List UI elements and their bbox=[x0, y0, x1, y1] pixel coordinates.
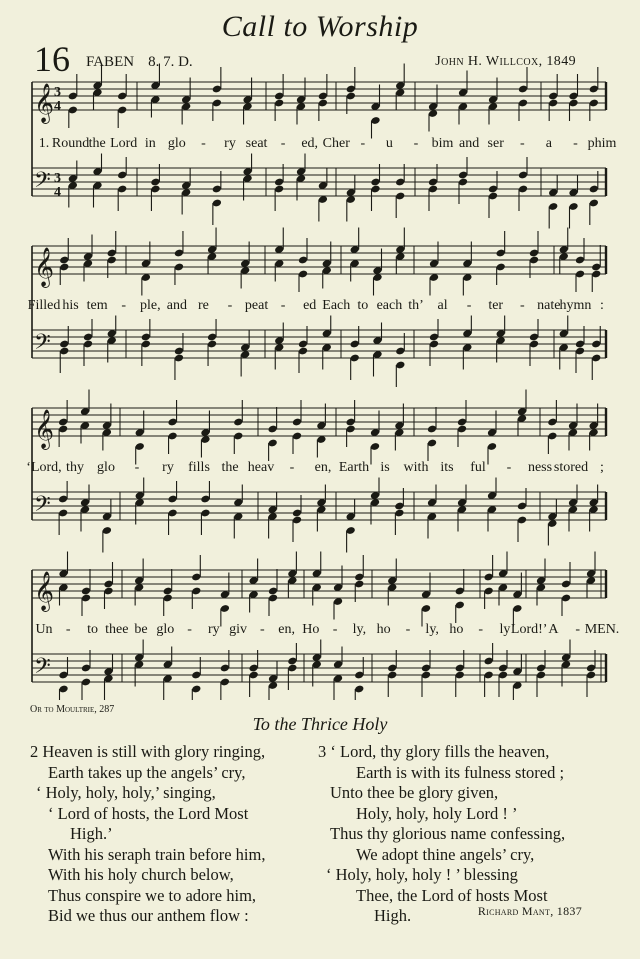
lyric-syllable: - bbox=[289, 460, 295, 475]
lyric-syllable: nate bbox=[537, 298, 561, 313]
lyric-syllable: ser bbox=[487, 136, 504, 151]
lyric-syllable: ho bbox=[449, 622, 464, 637]
lyric-syllable: - bbox=[332, 622, 338, 637]
lyric-syllable: a bbox=[545, 136, 552, 151]
lyric-syllable: Each bbox=[322, 298, 351, 313]
lyric-syllable: ness bbox=[527, 460, 553, 475]
lyric-syllable: ho bbox=[376, 622, 391, 637]
lyric-syllable: - bbox=[575, 622, 581, 637]
lyric-syllable: - bbox=[201, 136, 206, 151]
lyric-syllable: ry bbox=[224, 136, 236, 151]
treble-clef-icon: 𝄞 bbox=[34, 571, 55, 611]
lyric-syllable: to bbox=[357, 298, 369, 313]
stanza-line: 2 Heaven is still with glory ringing, bbox=[30, 742, 266, 761]
stanza-line: Holy, holy, holy Lord ! ’ bbox=[356, 803, 518, 823]
stanza-line: High. bbox=[374, 906, 412, 925]
lyric-syllable: - bbox=[187, 622, 192, 637]
lyric-syllable: glo bbox=[167, 136, 186, 151]
stanza-line: Unto thee be glory given, bbox=[330, 783, 499, 802]
composer: John H. Willcox, 1849 bbox=[435, 54, 576, 69]
lyric-syllable: his bbox=[62, 298, 79, 313]
lyric-syllable: phim bbox=[587, 136, 617, 151]
lyric-syllable: ed, bbox=[301, 136, 319, 151]
lyric-syllable: and bbox=[459, 136, 480, 151]
lyric-syllable: Round bbox=[51, 136, 90, 151]
bass-clef-icon: 𝄢 bbox=[34, 654, 51, 684]
meter: 8. 7. D. bbox=[148, 54, 193, 70]
lyric-syllable: th’ bbox=[408, 298, 424, 313]
lyric-syllable: glo bbox=[156, 622, 175, 637]
lyric-syllable: ful bbox=[470, 460, 486, 475]
lyric-syllable: stored bbox=[553, 460, 589, 475]
stanza-line: ‘ Holy, holy, holy,’ singing, bbox=[36, 783, 216, 802]
lyric-syllable: u bbox=[385, 136, 393, 151]
lyric-syllable: ly, bbox=[352, 622, 367, 637]
section-title: To the Thrice Holy bbox=[252, 714, 388, 734]
alternate-tune-note: Or to Moultrie, 287 bbox=[30, 704, 115, 715]
lyric-syllable: - bbox=[478, 622, 484, 637]
time-signature: 4 bbox=[54, 99, 61, 114]
lyric-syllable: ly bbox=[499, 622, 511, 637]
lyric-syllable: fills bbox=[188, 460, 210, 475]
page-title: Call to Worship bbox=[221, 10, 419, 43]
lyric-syllable: be bbox=[134, 622, 148, 637]
stanza-3 bbox=[318, 742, 565, 927]
lyric-syllable: - bbox=[121, 298, 127, 313]
lyric-syllable: - bbox=[413, 136, 419, 151]
lyric-syllable: seat bbox=[245, 136, 268, 151]
tune-name: FABEN bbox=[86, 54, 135, 70]
lyric-syllable: - bbox=[519, 298, 525, 313]
stanza-line: ‘ Lord of hosts, the Lord Most bbox=[48, 803, 249, 823]
treble-clef-icon: 𝄞 bbox=[34, 83, 55, 123]
stanza-line: With his holy church below, bbox=[48, 865, 234, 884]
lyric-syllable: giv bbox=[229, 622, 248, 637]
lyric-syllable: - bbox=[506, 460, 512, 475]
lyric-syllable: its bbox=[440, 460, 454, 475]
stanza-line: Thee, the Lord of hosts Most bbox=[356, 885, 548, 905]
lyric-syllable: al bbox=[437, 298, 448, 313]
lyric-syllable: ry bbox=[207, 622, 220, 637]
lyric-syllable: peat bbox=[244, 298, 269, 313]
lyric-syllable: hymn bbox=[559, 298, 592, 313]
stanza-line: Thus thy glorious name confessing, bbox=[330, 824, 566, 843]
bass-clef-icon: 𝄢 bbox=[34, 492, 51, 522]
lyric-syllable: with bbox=[403, 460, 429, 475]
bass-clef-icon: 𝄢 bbox=[34, 168, 51, 198]
lyric-syllable: : bbox=[600, 298, 604, 313]
lyric-syllable: ter bbox=[488, 298, 504, 313]
lyric-syllable: thy bbox=[66, 460, 84, 475]
lyric-syllable: to bbox=[87, 622, 98, 637]
hymn-number: 16 bbox=[34, 39, 70, 79]
lyric-syllable: bim bbox=[431, 136, 454, 151]
treble-clef-icon: 𝄞 bbox=[34, 247, 55, 287]
lyric-syllable: in bbox=[144, 136, 156, 151]
lyric-syllable: Earth bbox=[338, 460, 370, 475]
lyric-syllable: each bbox=[376, 298, 403, 313]
stanza-line: With his seraph train before him, bbox=[48, 844, 266, 864]
lyric-syllable: MEN. bbox=[584, 622, 620, 637]
lyric-syllable: is bbox=[380, 460, 390, 475]
lyric-syllable: Filled bbox=[27, 298, 61, 313]
lyric-syllable: - bbox=[405, 622, 411, 637]
time-signature: 4 bbox=[54, 185, 61, 200]
lyric-syllable: - bbox=[280, 136, 286, 151]
lyric-syllable: and bbox=[166, 298, 187, 313]
lyric-syllable: tem bbox=[86, 298, 108, 313]
lyric-syllable: ly, bbox=[425, 622, 439, 637]
stanza-line: 3 ‘ Lord, thy glory fills the heaven, bbox=[318, 742, 550, 761]
lyric-syllable: - bbox=[466, 298, 472, 313]
stanza-line: Earth is with its fulness stored ; bbox=[356, 762, 565, 782]
lyric-syllable: 1. bbox=[38, 136, 50, 151]
time-signature: 3 bbox=[54, 171, 61, 186]
lyric-syllable: re bbox=[197, 298, 209, 313]
lyric-syllable: ; bbox=[600, 460, 604, 475]
treble-clef-icon: 𝄞 bbox=[34, 409, 55, 449]
lyric-syllable: A bbox=[548, 622, 559, 637]
lyric-syllable: ‘Lord, bbox=[26, 460, 62, 475]
lyric-syllable: - bbox=[573, 136, 578, 151]
bass-clef-icon: 𝄢 bbox=[34, 330, 51, 360]
lyric-syllable: - bbox=[260, 622, 265, 637]
lyric-syllable: ry bbox=[162, 460, 174, 475]
stanza-line: ‘ Holy, holy, holy ! ’ blessing bbox=[326, 865, 518, 884]
lyric-syllable: Lord!’ bbox=[510, 622, 548, 637]
lyric-syllable: Cher bbox=[322, 136, 350, 151]
stanza-2 bbox=[30, 742, 265, 927]
lyric-syllable: en, bbox=[314, 460, 332, 475]
lyric-syllable: - bbox=[134, 460, 140, 475]
lyric-syllable: Un bbox=[35, 622, 53, 637]
stanza-line: High.’ bbox=[70, 824, 113, 843]
lyric-syllable: Lord bbox=[110, 136, 138, 151]
lyric-syllable: ple, bbox=[139, 298, 161, 313]
lyric-syllable: thee bbox=[105, 622, 129, 637]
stanza-line: We adopt thine angels’ cry, bbox=[356, 844, 535, 864]
lyric-syllable: the bbox=[221, 460, 239, 475]
lyric-syllable: - bbox=[227, 298, 233, 313]
stanza-line: Earth takes up the angels’ cry, bbox=[48, 762, 246, 782]
lyric-syllable: en, bbox=[278, 622, 295, 637]
time-signature: 3 bbox=[54, 85, 61, 100]
lyric-syllable: heav bbox=[247, 460, 275, 475]
lyric-syllable: the bbox=[88, 136, 106, 151]
lyric-syllable: - bbox=[65, 622, 71, 637]
lyric-syllable: - bbox=[519, 136, 525, 151]
author: Richard Mant, 1837 bbox=[477, 904, 582, 918]
lyric-syllable: ed bbox=[303, 298, 317, 313]
lyric-syllable: - bbox=[360, 136, 366, 151]
stanza-line: Bid we thus our anthem flow : bbox=[48, 906, 249, 925]
lyric-syllable: Ho bbox=[302, 622, 320, 637]
lyric-syllable: - bbox=[280, 298, 286, 313]
lyric-syllable: glo bbox=[97, 460, 115, 475]
stanza-line: Thus conspire we to adore him, bbox=[48, 885, 257, 905]
